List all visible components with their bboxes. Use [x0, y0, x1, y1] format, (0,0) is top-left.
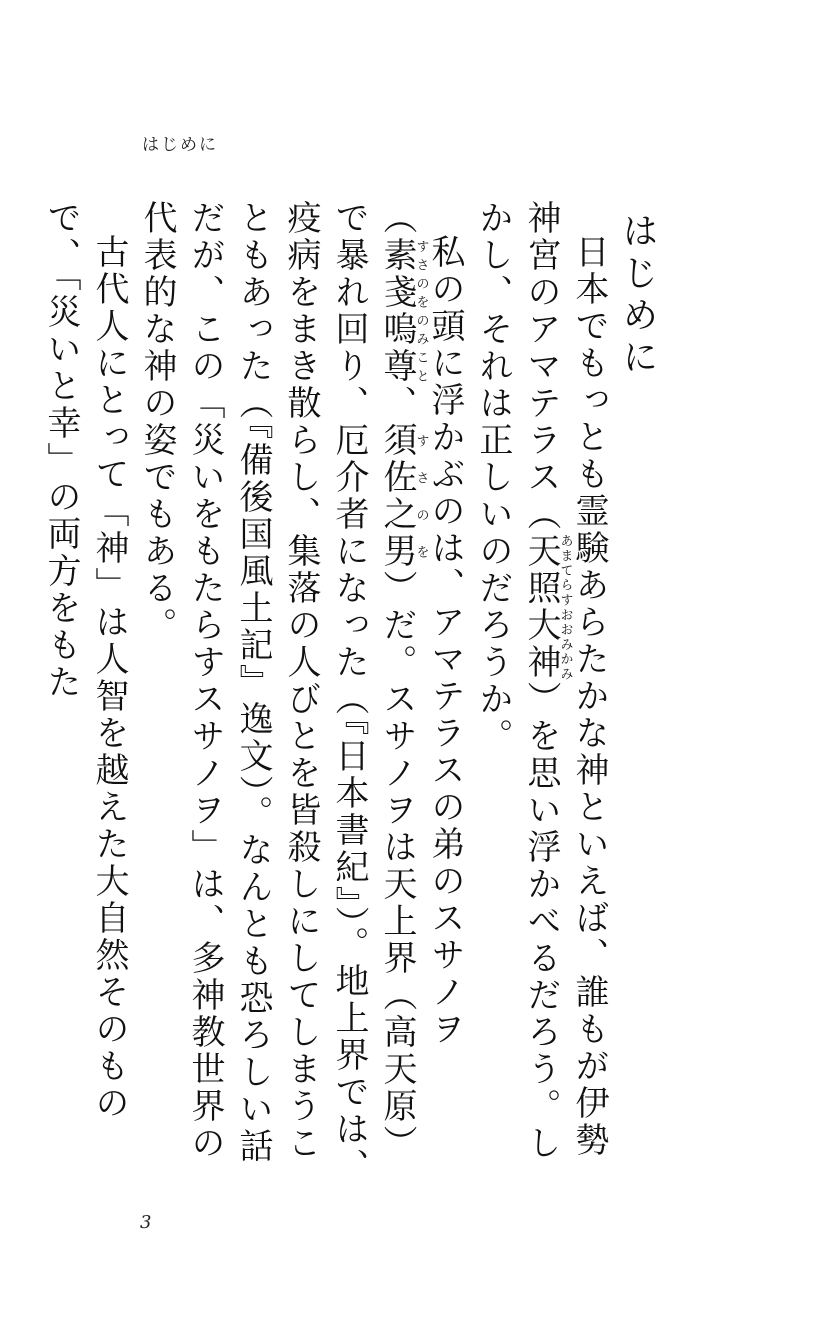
text-run: 、 — [377, 385, 417, 422]
paragraph-2 — [133, 200, 469, 1190]
paragraph-1 — [469, 200, 613, 1190]
paragraph-3 — [37, 200, 133, 1190]
ruby-reading: すさのを — [413, 422, 429, 570]
text-run: ）を思い浮かべるだろう。しかし、それは正しいのだろうか。 — [473, 200, 561, 1162]
ruby-reading: あまてらすおおみかみ — [557, 533, 573, 681]
ruby-annotation: 須佐之男すさのを — [377, 422, 429, 570]
ruby-annotation: 素戔嗚尊すさのをのみこと — [377, 237, 429, 385]
ruby-reading: すさのをのみこと — [413, 237, 429, 385]
page-number: 3 — [140, 1212, 152, 1233]
text-run: 古代人にとって「神」は人智を越えた大自然そのもので、「災いと幸」の両方をもた — [41, 200, 129, 1122]
chapter-title: はじめに — [617, 212, 658, 380]
running-head: はじめに — [142, 135, 218, 155]
text-run: 私の頭に浮かぶのは、アマテラスの弟のスサノヲ（ — [377, 200, 465, 1048]
body-text — [41, 200, 685, 1190]
text-run: 日本でもっとも霊験あらたかな神といえば、誰もが伊勢神宮のアマテラス（ — [521, 200, 609, 1159]
ruby-annotation: 天照大神あまてらすおおみかみ — [521, 533, 573, 681]
text-run: ）だ。スサノヲは天上界（高天原）で暴れ回り、厄介者になった（『日本書紀』）。地上界では、疫病をまき散らし、集落の人びとを皆殺しにしてしまうこともあった（『備後国風土記』逸文）。なんとも恐ろしい話だが、この「災いをもたらすスサノヲ」は、多神教世界の代表的な神の姿でもある。 — [137, 200, 417, 1185]
